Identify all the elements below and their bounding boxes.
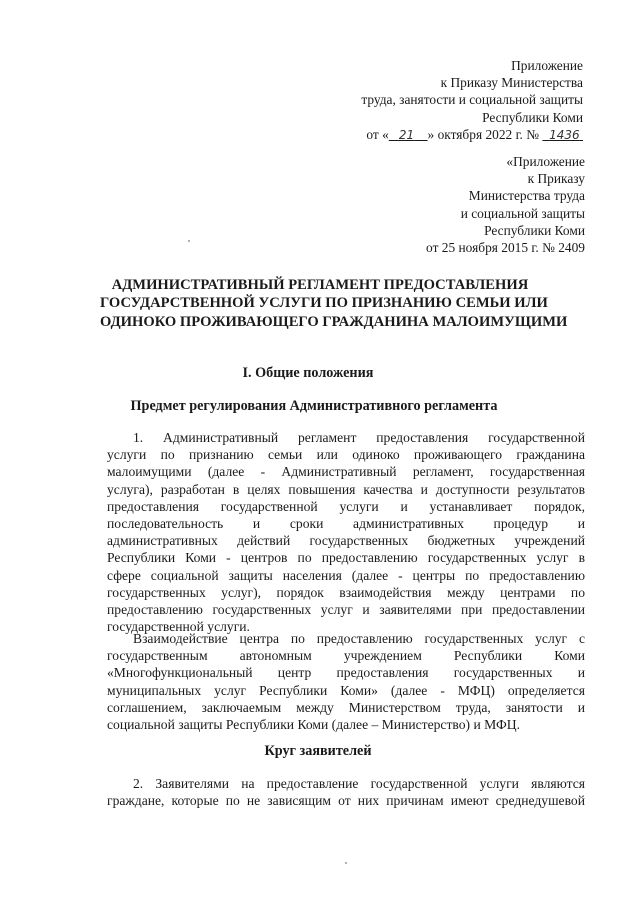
text-line: услуги по признанию семьи или одиноко проживающего гражданина — [107, 447, 585, 463]
date-middle: » октября 2022 г. № — [427, 126, 540, 142]
appendix-line: к Приказу Министерства — [440, 75, 583, 91]
text-line: государственных услуг), порядок взаимодействия между центрами по — [107, 584, 585, 600]
scan-speck — [188, 240, 190, 242]
paragraph-2 — [107, 630, 585, 733]
subsection-heading: Круг заявителей — [264, 743, 372, 759]
number-field — [542, 127, 583, 142]
title-line: АДМИНИСТРАТИВНЫЙ РЕГЛАМЕНТ ПРЕДОСТАВЛЕНИЯ — [111, 277, 529, 293]
date-prefix: от « — [366, 126, 389, 142]
text-line: малоимущими (далее - Административный регламент, государственная — [107, 464, 585, 480]
document-title — [100, 276, 568, 331]
appendix-line: и социальной защиты — [460, 205, 585, 221]
appendix-line: Министерства труда — [468, 188, 585, 204]
scan-speck — [345, 862, 347, 864]
text-line: сфере социальной защиты населения (далее - центры по предоставлению — [107, 567, 585, 583]
text-line: предоставления государственной услуги и устанавливает порядок, — [107, 498, 585, 514]
handwritten-day: 21 — [398, 127, 415, 142]
text-line: соглашением, заключаемым между Министерством труда, занятости и — [107, 699, 585, 715]
appendix-date-line — [361, 126, 583, 144]
text-line: последовательность и сроки административных процедур и — [107, 516, 585, 532]
appendix-line: от 25 ноября 2015 г. № 2409 — [426, 240, 585, 256]
text-line: 1. Административный регламент предоставления государственной — [133, 430, 585, 445]
text-line: услуга), разработан в целях повышения качества и доступности результатов — [107, 481, 585, 497]
text-line: «Многофункциональный центр предоставления государственных и — [107, 665, 585, 681]
text-line: государственной услуги. — [107, 619, 250, 635]
section-heading: I. Общие положения — [242, 365, 374, 381]
text-line: государственным автономным учреждением Республики Коми — [107, 648, 585, 664]
text-line: Республики Коми - центров по предоставлению государственных услуг в — [107, 550, 585, 566]
title-line: ГОСУДАРСТВЕННОЙ УСЛУГИ ПО ПРИЗНАНИЮ СЕМЬИ ИЛИ — [100, 295, 548, 312]
appendix-line: «Приложение — [506, 154, 585, 169]
appendix-line: Республики Коми — [484, 222, 585, 238]
text-line: предоставлению государственных услуг и заявителями при предоставлении — [107, 602, 585, 618]
text-line: 2. Заявителями на предоставление государственной услуги являются — [133, 776, 585, 791]
handwritten-number: 1436 — [549, 127, 580, 142]
appendix-line: Приложение — [511, 58, 583, 73]
text-line: граждане, которые по не зависящим от них причинам имеют среднедушевой — [107, 793, 585, 809]
appendix-block-current — [361, 57, 583, 144]
appendix-block-original — [426, 153, 585, 256]
appendix-line: к Приказу — [527, 171, 585, 187]
text-line: Взаимодействие центра по предоставлению государственных услуг с — [133, 631, 585, 646]
text-line: муниципальных услуг Республики Коми» (далее - МФЦ) определяется — [107, 682, 585, 698]
text-line: социальной защиты Республики Коми (далее – Министерство) и МФЦ. — [107, 717, 520, 733]
paragraph-3 — [107, 775, 585, 809]
appendix-line: Республики Коми — [482, 109, 583, 125]
day-field — [389, 127, 428, 142]
title-line: ОДИНОКО ПРОЖИВАЮЩЕГО ГРАЖДАНИНА МАЛОИМУЩИМИ — [100, 313, 568, 330]
appendix-line: труда, занятости и социальной защиты — [361, 92, 583, 108]
paragraph-1 — [107, 429, 585, 635]
subsection-heading: Предмет регулирования Административного регламента — [130, 398, 498, 414]
text-line: административных действий государственных бюджетных учреждений — [107, 533, 585, 549]
